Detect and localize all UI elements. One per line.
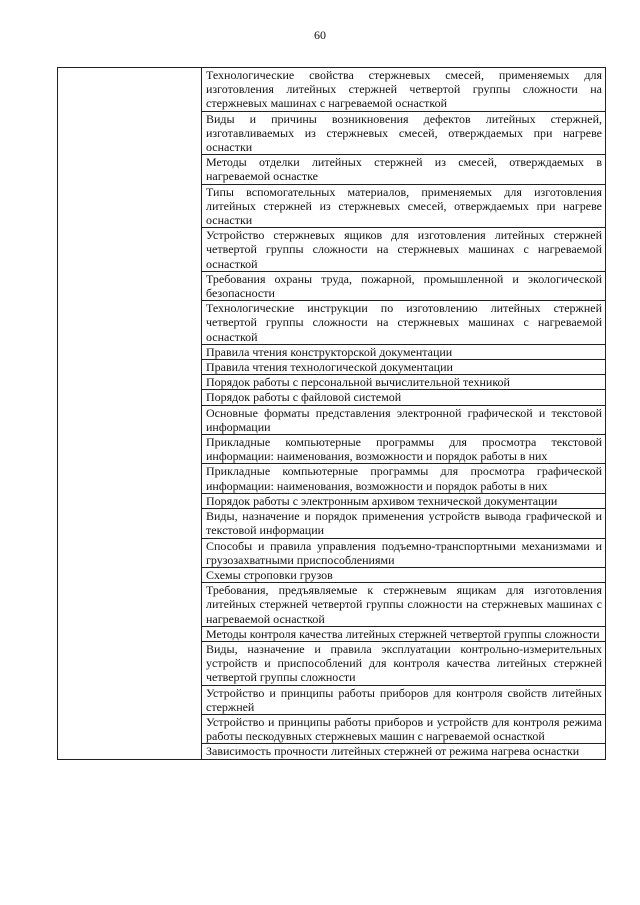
knowledge-item: Методы контроля качества литейных стержней четвертой группы сложности [202, 626, 606, 641]
page-number: 60 [314, 28, 326, 42]
knowledge-item: Прикладные компьютерные программы для просмотра графической информации: наименования, возможности и порядок работы в них [202, 464, 606, 493]
knowledge-item: Порядок работы с файловой системой [202, 390, 606, 405]
knowledge-item: Зависимость прочности литейных стержней от режима нагрева оснастки [202, 744, 606, 759]
knowledge-table-body [58, 68, 606, 760]
table-row [58, 68, 606, 112]
knowledge-item: Правила чтения технологической документации [202, 360, 606, 375]
knowledge-table [57, 67, 606, 760]
knowledge-item: Порядок работы с персональной вычислительной техникой [202, 375, 606, 390]
knowledge-item: Типы вспомогательных материалов, применяемых для изготовления литейных стержней из стержневых смесей, отверждаемых при нагреве оснастки [202, 184, 606, 228]
knowledge-item: Виды, назначение и правила эксплуатации контрольно-измерительных устройств и приспособлений для контроля качества литейных стержней четвертой группы сложности [202, 641, 606, 685]
knowledge-item: Методы отделки литейных стержней из смесей, отверждаемых в нагреваемой оснастке [202, 155, 606, 184]
knowledge-item: Виды, назначение и порядок применения устройств вывода графической и текстовой информации [202, 509, 606, 538]
knowledge-item: Основные форматы представления электронной графической и текстовой информации [202, 405, 606, 434]
knowledge-item: Порядок работы с электронным архивом технической документации [202, 493, 606, 508]
knowledge-item: Устройство и принципы работы приборов для контроля свойств литейных стержней [202, 685, 606, 714]
knowledge-item: Устройство и принципы работы приборов и устройств для контроля режима работы пескодувных стержневых машин с нагреваемой оснасткой [202, 714, 606, 743]
knowledge-item: Способы и правила управления подъемно-транспортными механизмами и грузозахватными приспособлениями [202, 538, 606, 567]
knowledge-item: Технологические свойства стержневых смесей, применяемых для изготовления литейных стержней четвертой группы сложности на стержневых машинах с нагреваемой оснасткой [202, 68, 606, 112]
knowledge-item: Требования охраны труда, пожарной, промышленной и экологической безопасности [202, 271, 606, 300]
knowledge-item: Правила чтения конструкторской документации [202, 344, 606, 359]
knowledge-item: Технологические инструкции по изготовлению литейных стержней четвертой группы сложности на стержневых машинах с нагреваемой оснасткой [202, 301, 606, 345]
section-label-cell [58, 68, 202, 760]
knowledge-item: Устройство стержневых ящиков для изготовления литейных стержней четвертой группы сложности на стержневых машинах с нагреваемой оснасткой [202, 228, 606, 272]
knowledge-item: Прикладные компьютерные программы для просмотра текстовой информации: наименования, возможности и порядок работы в них [202, 435, 606, 464]
knowledge-item: Схемы строповки грузов [202, 567, 606, 582]
knowledge-item: Виды и причины возникновения дефектов литейных стержней, изготавливаемых из стержневых смесей, отверждаемых при нагреве оснастки [202, 111, 606, 155]
knowledge-item: Требования, предъявляемые к стержневым ящикам для изготовления литейных стержней четвертой группы сложности на стержневых машинах с нагреваемой оснасткой [202, 583, 606, 627]
